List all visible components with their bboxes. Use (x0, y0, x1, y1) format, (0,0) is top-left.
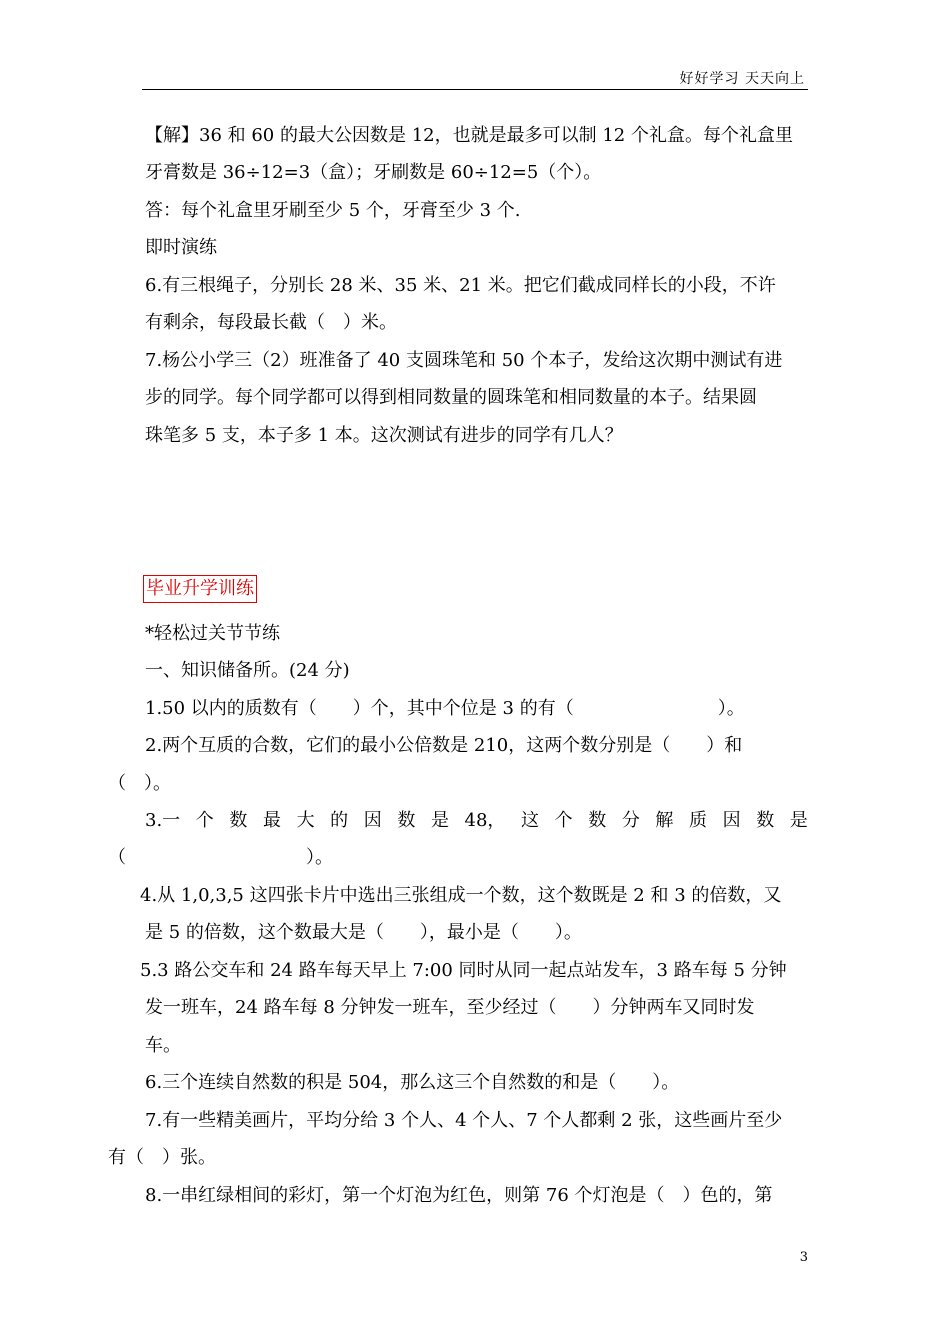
q3-token: 数 (588, 810, 607, 831)
solution-line-1: 【解】36 和 60 的最大公因数是 12，也就是最多可以制 12 个礼盒。每个礼盒里 (145, 125, 793, 146)
question-6: 6.三个连续自然数的积是 504，那么这三个自然数的和是（ ）。 (145, 1072, 680, 1093)
q3-token: 分 (621, 810, 640, 831)
q3-token: 48， (464, 810, 506, 831)
question-2-line-2: （ ）。 (108, 773, 171, 794)
section-1-title: 一、知识储备所。(24 分) (145, 660, 350, 681)
question-4-line-2: 是 5 的倍数，这个数最大是（ ），最小是（ ）。 (145, 922, 582, 943)
training-subtitle: *轻松过关节节练 (145, 623, 280, 644)
q3-token: 的 (330, 810, 349, 831)
question-7-line-2: 有（ ）张。 (108, 1147, 216, 1168)
q3-token: 是 (430, 810, 449, 831)
solution-line-2: 牙膏数是 36÷12=3（盒）；牙刷数是 60÷12=5（个）。 (145, 162, 602, 183)
question-2-line-1: 2.两个互质的合数，它们的最小公倍数是 210，这两个数分别是（ ）和 (145, 735, 743, 756)
practice-title: 即时演练 (145, 237, 217, 258)
q3-token: 3.一 (145, 810, 181, 831)
question-8-line-1: 8.一串红绿相间的彩灯，第一个灯泡为红色，则第 76 个灯泡是（ ）色的，第 (145, 1185, 773, 1206)
header-rule (142, 89, 808, 90)
question-5-line-1: 5.3 路公交车和 24 路车每天早上 7:00 同时从同一起点站发车，3 路车每 5 分钟 (140, 960, 787, 981)
header-text: 好好学习 天天向上 (679, 71, 805, 87)
question-1: 1.50 以内的质数有（ ）个，其中个位是 3 的有（ ）。 (145, 698, 745, 719)
practice-q6-line-1: 6.有三根绳子，分别长 28 米、35 米、21 米。把它们截成同样长的小段，不许 (145, 275, 776, 296)
question-5-line-2: 发一班车，24 路车每 8 分钟发一班车，至少经过（ ）分钟两车又同时发 (145, 997, 755, 1018)
training-label: 毕业升学训练 (143, 575, 257, 603)
q3-token: 大 (296, 810, 315, 831)
practice-q6-line-2: 有剩余，每段最长截（ ）米。 (145, 312, 397, 333)
practice-q7-line-1: 7.杨公小学三（2）班准备了 40 支圆珠笔和 50 个本子，发给这次期中测试有进 (145, 350, 783, 371)
q3-token: 数 (397, 810, 416, 831)
solution-answer: 答：每个礼盒里牙刷至少 5 个，牙膏至少 3 个. (145, 200, 521, 221)
practice-q7-line-2: 步的同学。每个同学都可以得到相同数量的圆珠笔和相同数量的本子。结果圆 (145, 387, 757, 408)
question-3-line-1 (145, 809, 808, 833)
page-number: 3 (799, 1250, 808, 1265)
q3-token: 因 (363, 810, 382, 831)
q3-token: 数 (756, 810, 775, 831)
question-7-line-1: 7.有一些精美画片，平均分给 3 个人、4 个人、7 个人都剩 2 张，这些画片至少 (145, 1110, 783, 1131)
question-4-line-1: 4.从 1,0,3,5 这四张卡片中选出三张组成一个数，这个数既是 2 和 3 的倍数，又 (140, 885, 782, 906)
q3-token: 个 (554, 810, 573, 831)
question-3-line-2: （ ）。 (108, 847, 333, 868)
q3-token: 这 (521, 810, 540, 831)
q3-token: 因 (722, 810, 741, 831)
q3-token: 数 (229, 810, 248, 831)
practice-q7-line-3: 珠笔多 5 支，本子多 1 本。这次测试有进步的同学有几人？ (145, 425, 623, 446)
q3-token: 最 (262, 810, 281, 831)
question-5-line-3: 车。 (145, 1035, 181, 1056)
q3-token: 解 (655, 810, 674, 831)
q3-token: 是 (789, 810, 808, 831)
q3-token: 个 (195, 810, 214, 831)
q3-token: 质 (689, 810, 707, 831)
